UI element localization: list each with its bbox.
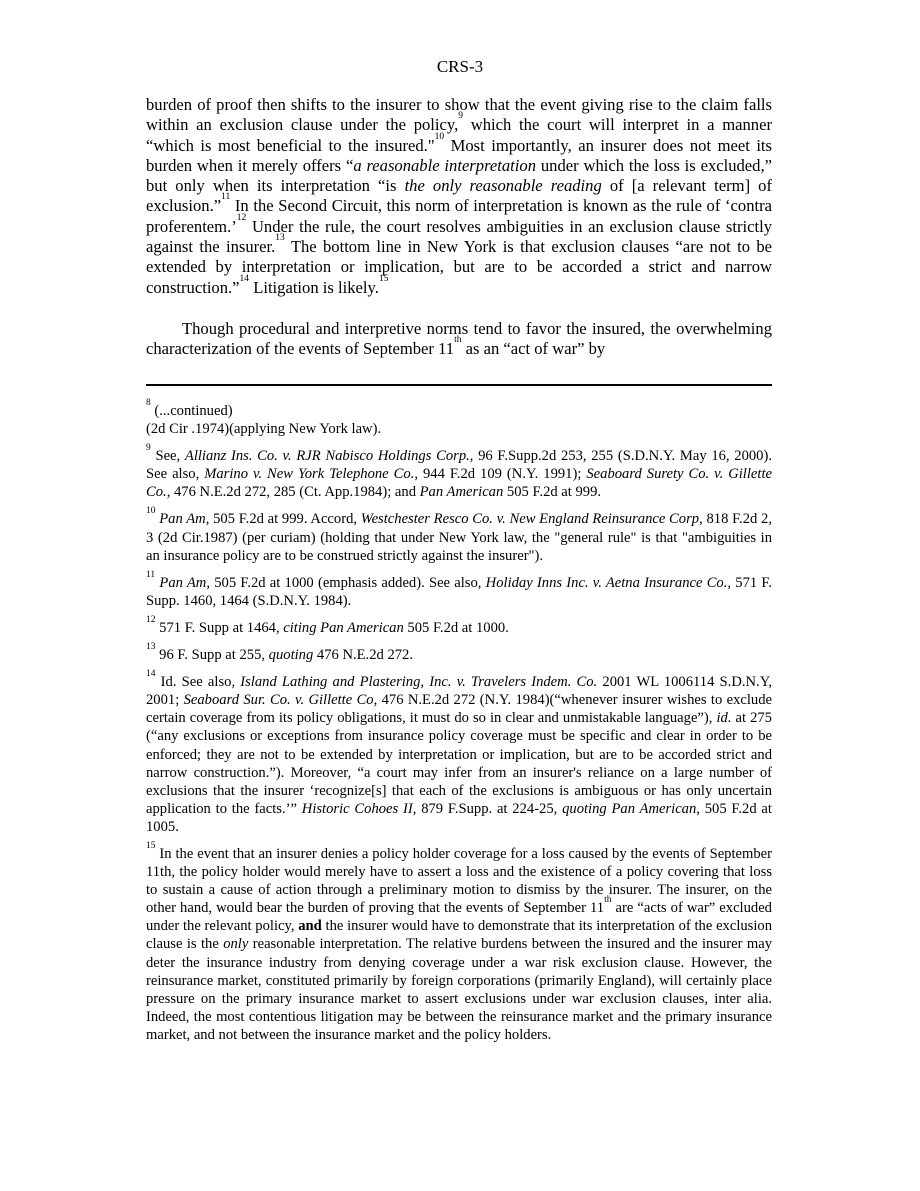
text-run: 505 F.2d at 1000. [403,619,509,636]
text-run: Seaboard Sur. Co. v. Gillette Co [183,692,374,709]
text-run: burden of proof then shifts to the insurer to show that the event giving rise to the claim falls within an exclusion clause under the policy, [146,95,772,135]
text-run: Pan Am, [159,511,210,528]
text-run: Id. See also [155,674,232,691]
footnote-ref: 14 [146,669,156,680]
text-run: Under the rule, the court resolves ambiguities in an exclusion clause strictly against the insurer. [146,216,772,257]
text-run: , 505 F.2d at 1005. [146,800,772,835]
text-run: See, [150,448,185,465]
text-run: are “acts of war” excluded under the relevant policy, [146,900,772,935]
text-run: Westchester Resco Co. v. New England Reinsurance Corp [360,511,700,528]
text-run: under which the loss is excluded,” but only when its interpretation “is [146,155,772,196]
footnote-14 [146,669,773,836]
text-run: , 476 N.E.2d 272 (N.Y. 1984)(“whenever insurer wishes to exclude certain coverage from its policy obligations, it must do so in clear and unmistakable language”), [146,692,773,727]
footnote-8-line-1 [146,398,772,420]
footnote-ref: 8 [146,398,151,408]
footnote-ref: 11 [221,192,231,203]
text-run: 476 N.E.2d 272. [313,647,413,664]
footnote-ref: 9 [458,111,463,122]
text-run: (...continued) [150,403,233,419]
footnote-ref: 15 [146,840,156,851]
text-run: Litigation is likely. [249,277,379,297]
footnote-12 [146,614,772,637]
footnote-9 [146,443,772,501]
text-run: only [223,936,249,953]
text-run: at 275 (“any exclusions or exceptions from insurance policy coverage must be specific and clear in order to be enforced; they are not to be extended by interpretation or implication, but are to be accorded strict and narrow construction.”). Moreover, “a court may infer from an insurer's reliance on a large number of exclusions that the insurer ‘recognize[s] that each of the exclusions is ambiguous or has only uncertain application to the facts.’” [146,710,772,817]
text-run: Seaboard Surety Co. v. Gillette Co. [146,466,772,501]
text-run: quoting [268,647,314,664]
footnote-ref: 10 [146,506,156,517]
footnotes [146,398,773,1053]
text-run: 505 F.2d at 999. [503,484,602,501]
text-run: Most importantly, an insurer does not meet its burden when it merely offers “ [146,135,772,175]
text-run: , 505 F.2d at 1000 (emphasis added). See also, [206,574,486,591]
text-run: In the event that an insurer denies a policy holder coverage for a loss caused by the events of September 11th, the policy holder would merely have to assert a loss and the existence of a policy covering that loss to sustain a cause of action through a preliminary motion to dismiss by the insurer. The insurer, on the other hand, would bear the burden of proving that the events of September 11 [146,845,772,917]
text-run: and [298,918,322,935]
body-paragraph-2 [146,319,772,360]
footnote-ref: 9 [146,443,151,454]
text-run: Though procedural and interpretive norms tend to favor the insured, the overwhelming characterization of the events of September 11 [146,319,772,359]
footnote-ref: 15 [378,273,389,284]
text-run: Pan Am [159,574,207,591]
text-run: (2d Cir .1974)(applying New York law). [146,421,382,438]
text-run: a reasonable interpretation [353,155,536,175]
text-run: 96 F. Supp at 255, [155,647,269,664]
text-run: the insurer would have to demonstrate that its interpretation of the exclusion clause is the [146,918,773,953]
text-run: 2001 WL 1006114 S.D.N.Y, 2001; [146,674,772,709]
text-run: Allianz Ins. Co. v. RJR Nabisco Holdings Corp. [184,448,470,465]
footnote-ref: 10 [434,131,445,142]
text-run: id. [716,710,732,727]
body-paragraph-1 [146,95,772,298]
text-run: , 944 F.2d 109 (N.Y. 1991); [414,466,587,483]
text-run: The bottom line in New York is that exclusion clauses “are not to be extended by interpretation or implication, but are to be accorded a strict and narrow construction.” [146,237,772,297]
footnote-13 [146,642,772,664]
footnote-ref: 13 [275,233,285,244]
text-run: Historic Cohoes II, [301,800,417,817]
text-run: 571 F. Supp at 1464, [155,619,284,636]
footnote-ref: 11 [146,569,156,580]
text-run: In the Second Circuit, this norm of interpretation is known as the rule of ‘contra proferentem.’ [146,196,772,236]
text-run: 505 F.2d at 999. Accord, [209,511,361,528]
page-header: CRS-3 [436,57,484,76]
text-run: Holiday Inns Inc. v. Aetna Insurance Co. [485,574,728,591]
text-run: reasonable interpretation. The relative burdens between the insured and the insurer may deter the insurance industry from denying coverage under a war risk exclusion clause. However, the reinsurance market, constituted primarily by foreign corporations (primarily England), will certainly place pressure on the primary insurance market to assert exclusions under war exclusion clauses, inter alia. Indeed, the most contentious litigation may be between the reinsurance market and the primary insurance market, and not between the insurance market and the policy holders. [146,936,772,1043]
footnote-ref: th [454,335,462,346]
footnote-ref: 12 [236,212,247,223]
text-run: , 818 F.2d 2, 3 (2d Cir.1987) (per curiam) (holding that under New York law, the "general rule" is that "ambiguities in an insurance policy are to be construed strictly against the insurer"). [146,511,772,564]
text-run: citing Pan American [283,619,404,636]
text-run: quoting Pan American [562,800,697,817]
footnote-ref: 14 [239,273,250,284]
text-run: Pan American [419,484,504,501]
text-run: the only reasonable reading [404,176,602,196]
footnote-ref: 13 [146,642,156,653]
text-run: , 96 F.Supp.2d 253, 255 (S.D.N.Y. May 16, 2000). See also, [146,448,772,483]
footnote-ref: 12 [146,614,156,625]
footnote-separator [146,384,772,386]
text-run: Marino v. New York Telephone Co. [204,466,415,483]
footnote-10 [146,506,772,564]
text-run: as an “act of war” by [461,339,606,359]
text-run: , Island Lathing and Plastering, Inc. v. Travelers Indem. Co. [231,674,598,691]
text-run: 879 F.Supp. at 224-25, [416,800,563,817]
footnote-ref: th [604,895,612,906]
text-run: , 476 N.E.2d 272, 285 (Ct. App.1984); and [166,484,420,501]
text-run: , 571 F. Supp. 1460, 1464 (S.D.N.Y. 1984). [146,574,772,609]
footnote-8-line-2 [146,420,772,438]
text-run: which the court will interpret in a manner “which is most beneficial to the insured." [146,115,772,155]
footnote-15 [146,840,773,1044]
footnote-8 [146,398,772,438]
footnote-11 [146,569,772,610]
text-run: of [a relevant term] of exclusion.” [146,176,772,216]
